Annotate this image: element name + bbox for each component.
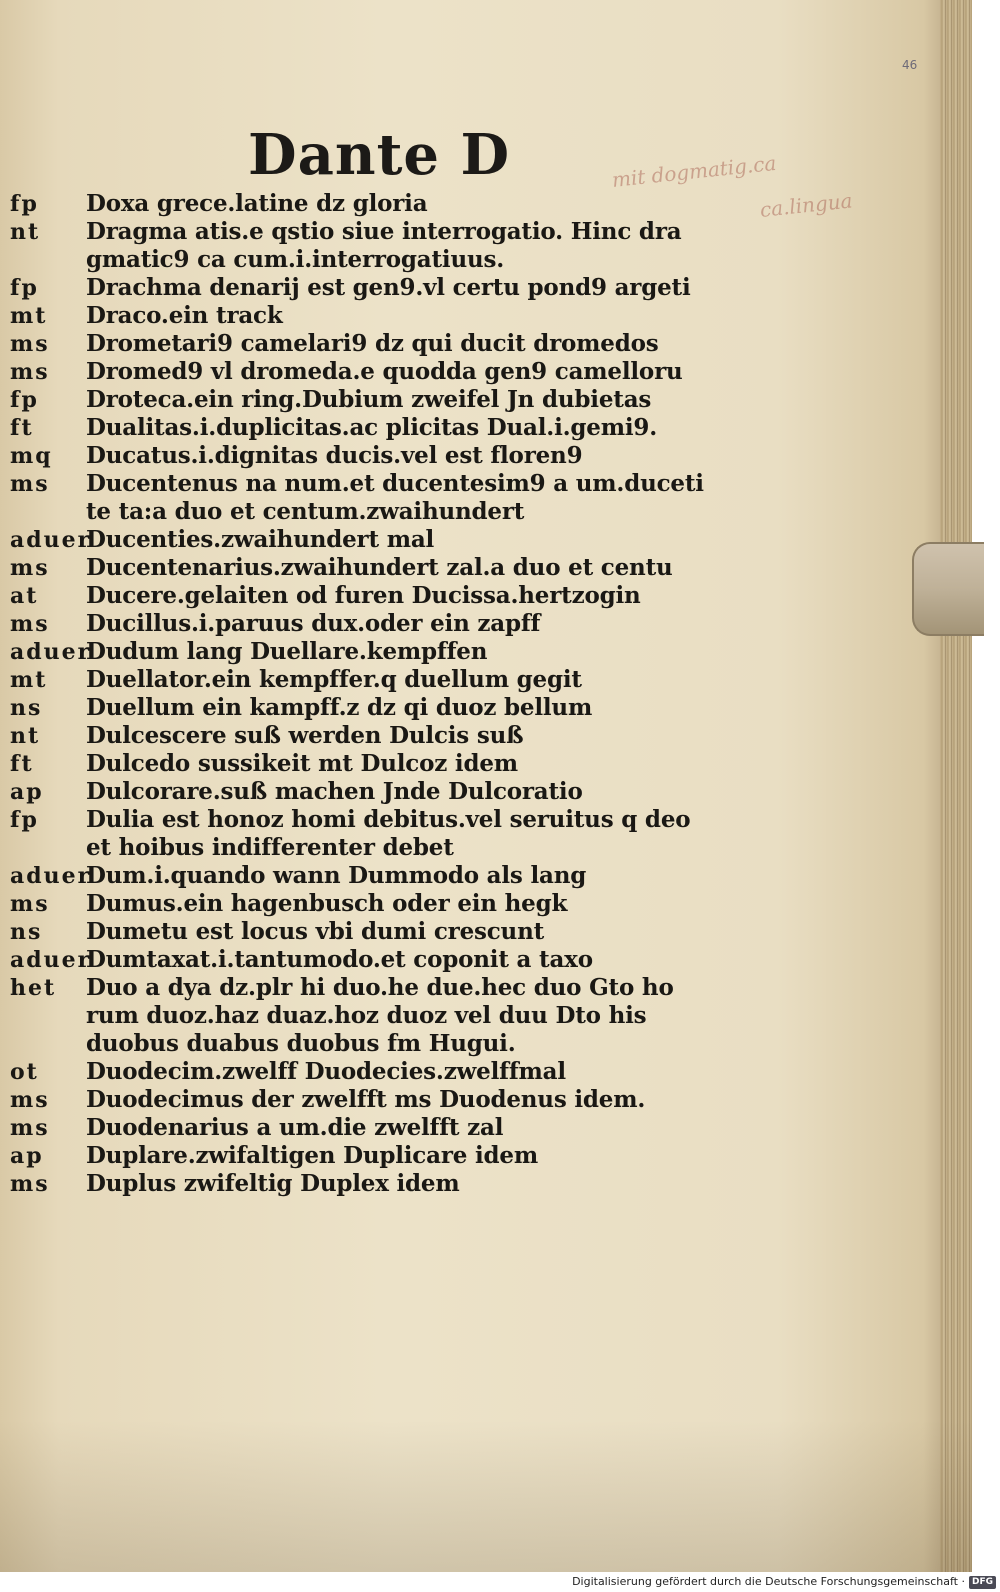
entry-text: Drachma denarij est gen9.vl certu pond9 argeti [86,274,691,301]
entry-text: Duodecim.zwelff Duodecies.zwelffmal [86,1058,566,1085]
dictionary-entry [0,834,760,862]
grammar-marker: mq [10,443,53,469]
entry-text: Ducillus.i.paruus dux.oder ein zapff [86,610,541,637]
grammar-marker: fp [10,275,39,301]
dictionary-entry [0,498,760,526]
entry-text: duobus duabus duobus fm Hugui. [86,1030,516,1057]
dictionary-entry [0,358,760,386]
dictionary-entry [0,1142,760,1170]
entry-text: Duplus zwifeltig Duplex idem [86,1170,460,1197]
dictionary-entry [0,274,760,302]
entry-text: te ta:a duo et centum.zwaihundert [86,498,525,525]
grammar-marker: ms [10,1087,50,1113]
grammar-marker: ms [10,891,50,917]
dictionary-entry [0,470,760,498]
entry-text: Ducenties.zwaihundert mal [86,526,435,553]
grammar-marker: aduer [10,639,92,665]
grammar-marker: fp [10,807,39,833]
dictionary-entry [0,946,760,974]
dictionary-entry [0,722,760,750]
dictionary-entry [0,778,760,806]
entry-text: Dragma atis.e qstio siue interrogatio. Hinc dra [86,218,682,245]
entry-text: Ducere.gelaiten od furen Ducissa.hertzogin [86,582,641,609]
dictionary-entry [0,638,760,666]
grammar-marker: ns [10,919,43,945]
entry-text: Duodecimus der zwelfft ms Duodenus idem. [86,1086,646,1113]
dictionary-entry [0,414,760,442]
entry-text: Ducentenarius.zwaihundert zal.a duo et centu [86,554,673,581]
dictionary-entry [0,806,760,834]
entry-text: Drometari9 camelari9 dz qui ducit dromedos [86,330,659,357]
dictionary-entry [0,974,760,1002]
entry-text: Draco.ein track [86,302,283,329]
dictionary-entry [0,666,760,694]
dictionary-entry [0,1058,760,1086]
entry-text: Doxa grece.latine dz gloria [86,190,428,217]
dictionary-entry [0,582,760,610]
entry-text: et hoibus indifferenter debet [86,834,454,861]
grammar-marker: aduer [10,947,92,973]
grammar-marker: ft [10,415,34,441]
entry-text: Dumus.ein hagenbusch oder ein hegk [86,890,568,917]
page-heading: Dante D [248,122,511,188]
dictionary-entry [0,218,760,246]
page-shadow [0,1420,972,1572]
grammar-marker: ap [10,779,44,805]
grammar-marker: aduer [10,527,92,553]
grammar-marker: nt [10,219,41,245]
dictionary-entry [0,526,760,554]
dictionary-entry [0,1002,760,1030]
dictionary-entry [0,750,760,778]
grammar-marker: ms [10,555,50,581]
grammar-marker: ot [10,1059,39,1085]
dictionary-entry [0,190,760,218]
entry-text: Duellum ein kampff.z dz qi duoz bellum [86,694,593,721]
dictionary-entry [0,1114,760,1142]
entry-text: Ducatus.i.dignitas ducis.vel est floren9 [86,442,583,469]
margin-note: mit dogmatig.ca [610,150,778,192]
entry-text: Dulcorare.suß machen Jnde Dulcoratio [86,778,583,805]
dictionary-entry [0,442,760,470]
dictionary-entry [0,302,760,330]
entry-text: gmatic9 ca cum.i.interrogatiuus. [86,246,505,273]
footer-credit: Digitalisierung gefördert durch die Deutsche Forschungsgemeinschaft · [572,1575,965,1588]
entry-text: Duellator.ein kempffer.q duellum gegit [86,666,582,693]
grammar-marker: mt [10,667,48,693]
grammar-marker: aduer [10,863,92,889]
entry-text: Dulcescere suß werden Dulcis suß [86,722,524,749]
dictionary-entry [0,1170,760,1198]
grammar-marker: ms [10,471,50,497]
grammar-marker: nt [10,723,41,749]
entry-text: Dumtaxat.i.tantumodo.et coponit a taxo [86,946,593,973]
folio-number: 46 [902,58,918,72]
grammar-marker: ms [10,331,50,357]
entry-text: Dumetu est locus vbi dumi crescunt [86,918,545,945]
entry-text: Duodenarius a um.die zwelfft zal [86,1114,504,1141]
entry-text: Dualitas.i.duplicitas.ac plicitas Dual.i.gemi9. [86,414,658,441]
entry-text: Duplare.zwifaltigen Duplicare idem [86,1142,538,1169]
entry-text: Ducentenus na num.et ducentesim9 a um.duceti [86,470,704,497]
dictionary-entry [0,386,760,414]
dictionary-entry [0,554,760,582]
entry-text: Dulcedo sussikeit mt Dulcoz idem [86,750,518,777]
page-fore-edge [940,0,972,1572]
dictionary-entry [0,890,760,918]
grammar-marker: ns [10,695,43,721]
dictionary-entry [0,1086,760,1114]
dictionary-entry [0,694,760,722]
entry-text: Dulia est honoz homi debitus.vel seruitus q deo [86,806,691,833]
grammar-marker: fp [10,387,39,413]
entry-text: rum duoz.haz duaz.hoz duoz vel duu Dto his [86,1002,647,1029]
dfg-logo: DFG [969,1576,996,1589]
dictionary-entry [0,862,760,890]
entry-text: Dromed9 vl dromeda.e quodda gen9 camelloru [86,358,683,385]
grammar-marker: het [10,975,57,1001]
grammar-marker: ft [10,751,34,777]
grammar-marker: ms [10,1171,50,1197]
grammar-marker: ap [10,1143,44,1169]
entry-text: Dum.i.quando wann Dummodo als lang [86,862,587,889]
entry-text: Dudum lang Duellare.kempffen [86,638,488,665]
entry-text: Droteca.ein ring.Dubium zweifel Jn dubietas [86,386,652,413]
grammar-marker: fp [10,191,39,217]
grammar-marker: at [10,583,39,609]
dictionary-entry [0,610,760,638]
dictionary-entry [0,918,760,946]
margin-note: ca.lingua [758,188,854,222]
dictionary-entry [0,330,760,358]
grammar-marker: mt [10,303,48,329]
grammar-marker: ms [10,611,50,637]
grammar-marker: ms [10,1115,50,1141]
page-clip [912,542,984,636]
grammar-marker: ms [10,359,50,385]
dictionary-entry [0,1030,760,1058]
dictionary-entries [0,190,760,1198]
footer-bar [0,1572,1000,1592]
dictionary-entry [0,246,760,274]
entry-text: Duo a dya dz.plr hi duo.he due.hec duo Gto ho [86,974,674,1001]
